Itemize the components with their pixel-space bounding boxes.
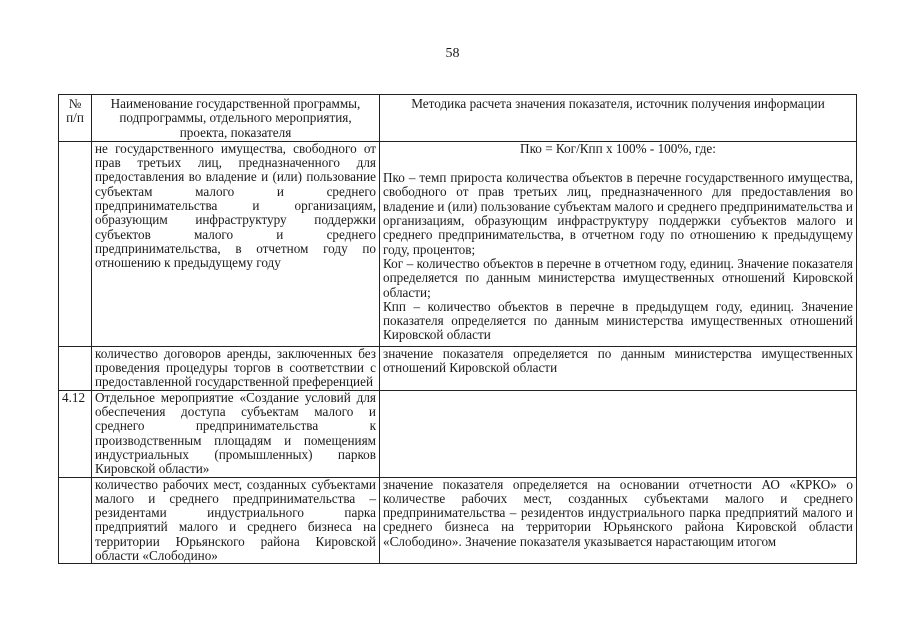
row-num: [59, 477, 92, 564]
row-method: [380, 390, 857, 477]
formula: Пко = Ког/Кпп x 100% - 100%, где:: [520, 140, 716, 156]
row-method: [380, 141, 857, 346]
table-row: [59, 141, 857, 346]
row-name: количество рабочих мест, созданных субъектами малого и среднего предпринимательства – резидентами индустриального парка предприятий малого и среднего бизнеса на территории Юрьянского района Кировской области «Слободино»: [92, 477, 380, 564]
method-paragraph: Ког – количество объектов в перечне в отчетном году, единиц. Значение показателя определяется по данным министерства имущественных отношений Кировской области;: [383, 255, 853, 300]
row-method: значение показателя определяется на основании отчетности АО «КРКО» о количестве рабочих мест, созданных субъектами малого и среднего предпринимательства – резидентов индустриального парка предприятий малого и среднего бизнеса на территории Юрьянского района Кировской области «Слободино». Значение показателя указывается нарастающим итогом: [380, 477, 857, 564]
header-num: № п/п: [59, 95, 92, 142]
table-row: [59, 346, 857, 390]
row-name: не государственного имущества, свободного от прав третьих лиц, предназначенного для предоставления во владение и (или) пользование субъектам малого и среднего предпринимательства и организациям, образующим инфраструктуру поддержки субъектов малого и среднего предпринимательства, в отчетном году по отношению к предыдущему году: [92, 141, 380, 346]
row-name: количество договоров аренды, заключенных без проведения процедуры торгов в соответствии с предоставленной государственной преференцией: [92, 346, 380, 390]
table-row: [59, 390, 857, 477]
method-paragraph: Пко – темп прироста количества объектов в перечне государственного имущества, свободного от прав третьих лиц, предназначенного для предоставления во владение и (или) пользование субъектам малого и среднего предпринимательства и организациям, образующим инфраструктуру поддержки субъектов малого и среднего предпринимательства, в отчетном году по отношению к предыдущему году, процентов;: [383, 170, 853, 257]
row-name: Отдельное мероприятие «Создание условий для обеспечения доступа субъектам малого и среднего предпринимательства к производственным площадям и помещениям индустриальных (промышленных) парков Кировской области»: [92, 390, 380, 477]
header-name: Наименование государственной программы, подпрограммы, отдельного мероприятия, проекта, показателя: [92, 95, 380, 142]
header-method: Методика расчета значения показателя, источник получения информации: [380, 95, 857, 142]
table-header-row: [59, 95, 857, 142]
method-paragraph: Кпп – количество объектов в перечне в предыдущем году, единиц. Значение показателя определяется по данным министерства имущественных отношений Кировской области: [383, 298, 853, 343]
row-num: [59, 141, 92, 346]
table-row: [59, 477, 857, 564]
page-number: 58: [445, 46, 460, 61]
indicator-table: [58, 94, 857, 564]
row-method: значение показателя определяется по данным министерства имущественных отношений Кировской области: [380, 346, 857, 390]
row-num: 4.12: [59, 390, 92, 477]
row-num: [59, 346, 92, 390]
